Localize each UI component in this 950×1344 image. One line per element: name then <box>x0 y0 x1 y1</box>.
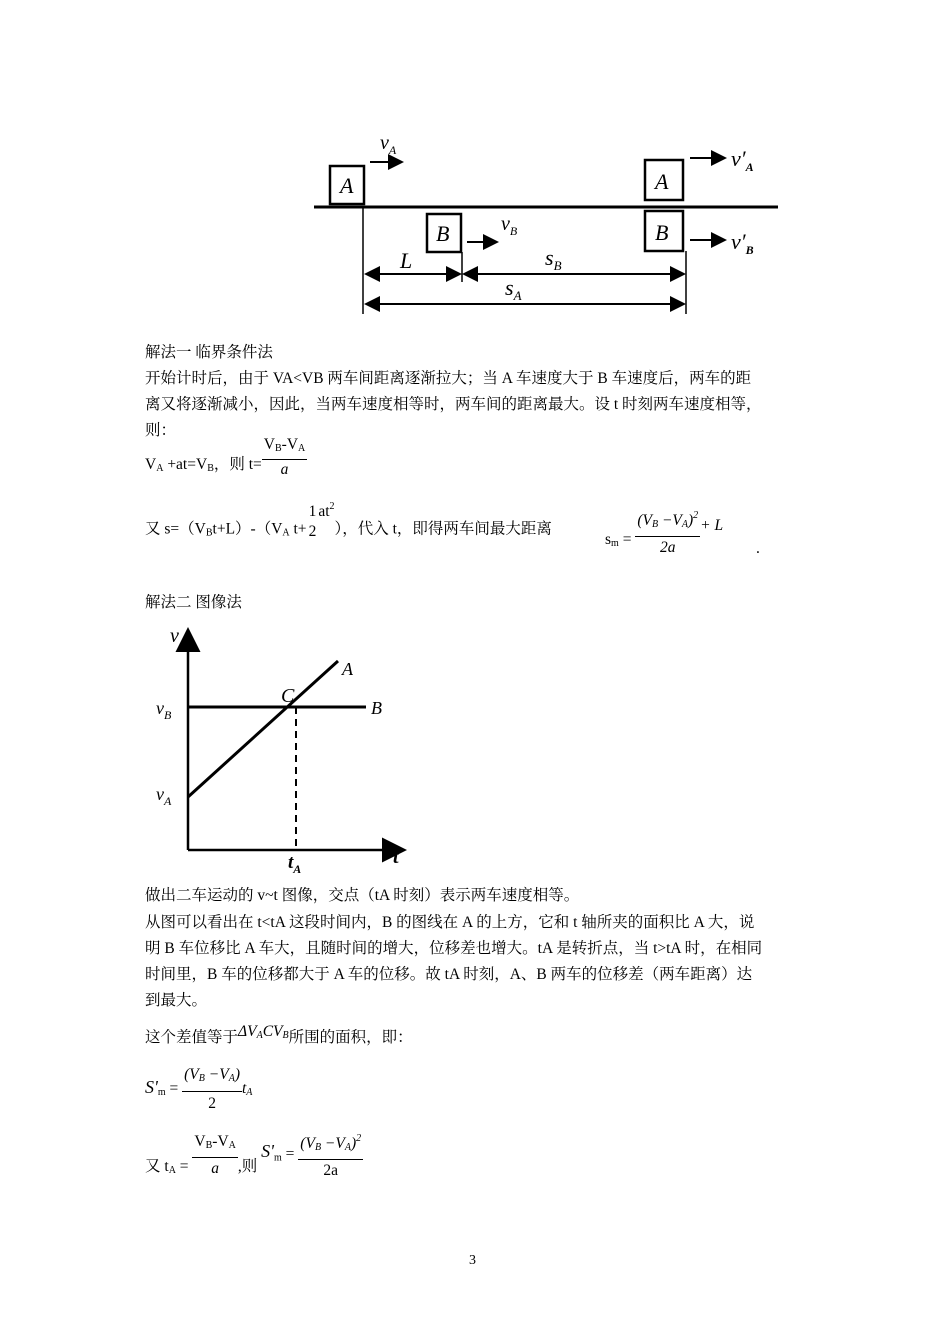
sb-label: s <box>545 245 554 270</box>
vb-axis-label: v <box>156 698 164 718</box>
method1-line-3: 则： <box>145 422 177 439</box>
vb-label: v <box>501 213 510 235</box>
svg-text:v′B: $v'_B$ <box>731 229 754 257</box>
t-axis-label: t <box>393 846 399 868</box>
equation-4: 又 $t_A$ = $\frac{V_B-V_A}{a}$ ,则 $S'_m$ = $\frac{(V_B -V_A)^2}{2a}$ <box>145 1128 363 1182</box>
svg-text:tA: $t_A$ <box>288 852 302 876</box>
v-axis-label: v <box>170 625 179 647</box>
line-a <box>188 661 338 797</box>
car-a-final-label: A <box>655 169 669 194</box>
car-b-final-label: B <box>655 220 669 245</box>
equation-1: $V_A +at=V_B$，则 t= $\frac{V_B-V_A}{a}$ <box>145 436 306 478</box>
car-a-initial-label: A <box>340 173 354 198</box>
page-number: 3 <box>469 1253 476 1268</box>
line-b-label: B <box>371 698 382 718</box>
va-label: v <box>380 132 389 154</box>
line-a-label: A <box>342 659 353 679</box>
motion-diagram <box>300 122 790 317</box>
vt-graph <box>148 618 433 880</box>
method1-title: 解法一 临界条件法 <box>145 344 273 361</box>
va-prime-label: v′ <box>731 146 746 171</box>
equation-2: 又 $s=(V_Bt+L)-(V_A$ t+ 1 2 $at^2$），代入 t，即得两车间最大距离 <box>145 500 552 540</box>
equation-2-period: . <box>756 540 760 557</box>
ta-label: t <box>288 852 294 873</box>
svg-text:vA: $v_A$ <box>156 784 172 808</box>
vb-prime-label: v′ <box>731 229 746 254</box>
l-label: L <box>400 248 413 273</box>
method1-line-1: 开始计时后，由于 VA<VB 两车间距离逐渐拉大；当 A 车速度大于 B 车速度后，两车的距 <box>145 370 752 387</box>
method2-para-3: 这个差值等于$\Delta V_ACV_B$所围的面积，即： <box>145 1023 413 1046</box>
car-b-initial-label: B <box>436 221 450 246</box>
intersection-c-label: C <box>281 685 295 707</box>
equation-3: $S'_m$ = $\frac{(V_B -V_A)}{2}$ $t_A$ <box>145 1063 252 1116</box>
method1-line-2: 离又将逐渐减小，因此，当两车速度相等时，两车间的距离最大。设 t 时刻两车速度相等， <box>145 396 762 413</box>
va-axis-label: v <box>156 784 164 804</box>
svg-text:v′A: $v'_A$ <box>731 146 754 174</box>
svg-text:vB: $v_B$ <box>156 698 172 722</box>
method2-para-2: 从图可以看出在 t<tA 这段时间内，B 的图线在 A 的上方，它和 t 轴所夹的面积比 A 大，说 明 B 车位移比 A 车大，且随时间的增大，位移差也增大。tA 是转折点，当 t>tA 时，在相同 时间里，B 车的位移都大于 A 车的位移。故 tA 时刻，A、B 两车的位移差（两车距离）达 到最大。 <box>145 914 763 1009</box>
svg-text:sA: $s_A$ <box>505 275 522 303</box>
svg-text:vA: $v_A$ <box>380 132 397 157</box>
svg-text:sB: $s_B$ <box>545 245 562 273</box>
svg-text:vB: $v_B$ <box>501 213 518 238</box>
max-distance-formula: $s_m$ = $\frac{(V_B -V_A)^2}{2a}$ + L <box>605 505 723 559</box>
sa-label: s <box>505 275 514 300</box>
method2-para-1: 做出二车运动的 v~t 图像，交点（tA 时刻）表示两车速度相等。 <box>145 887 580 904</box>
method1-para <box>145 366 815 444</box>
method2-title: 解法二 图像法 <box>145 594 242 611</box>
